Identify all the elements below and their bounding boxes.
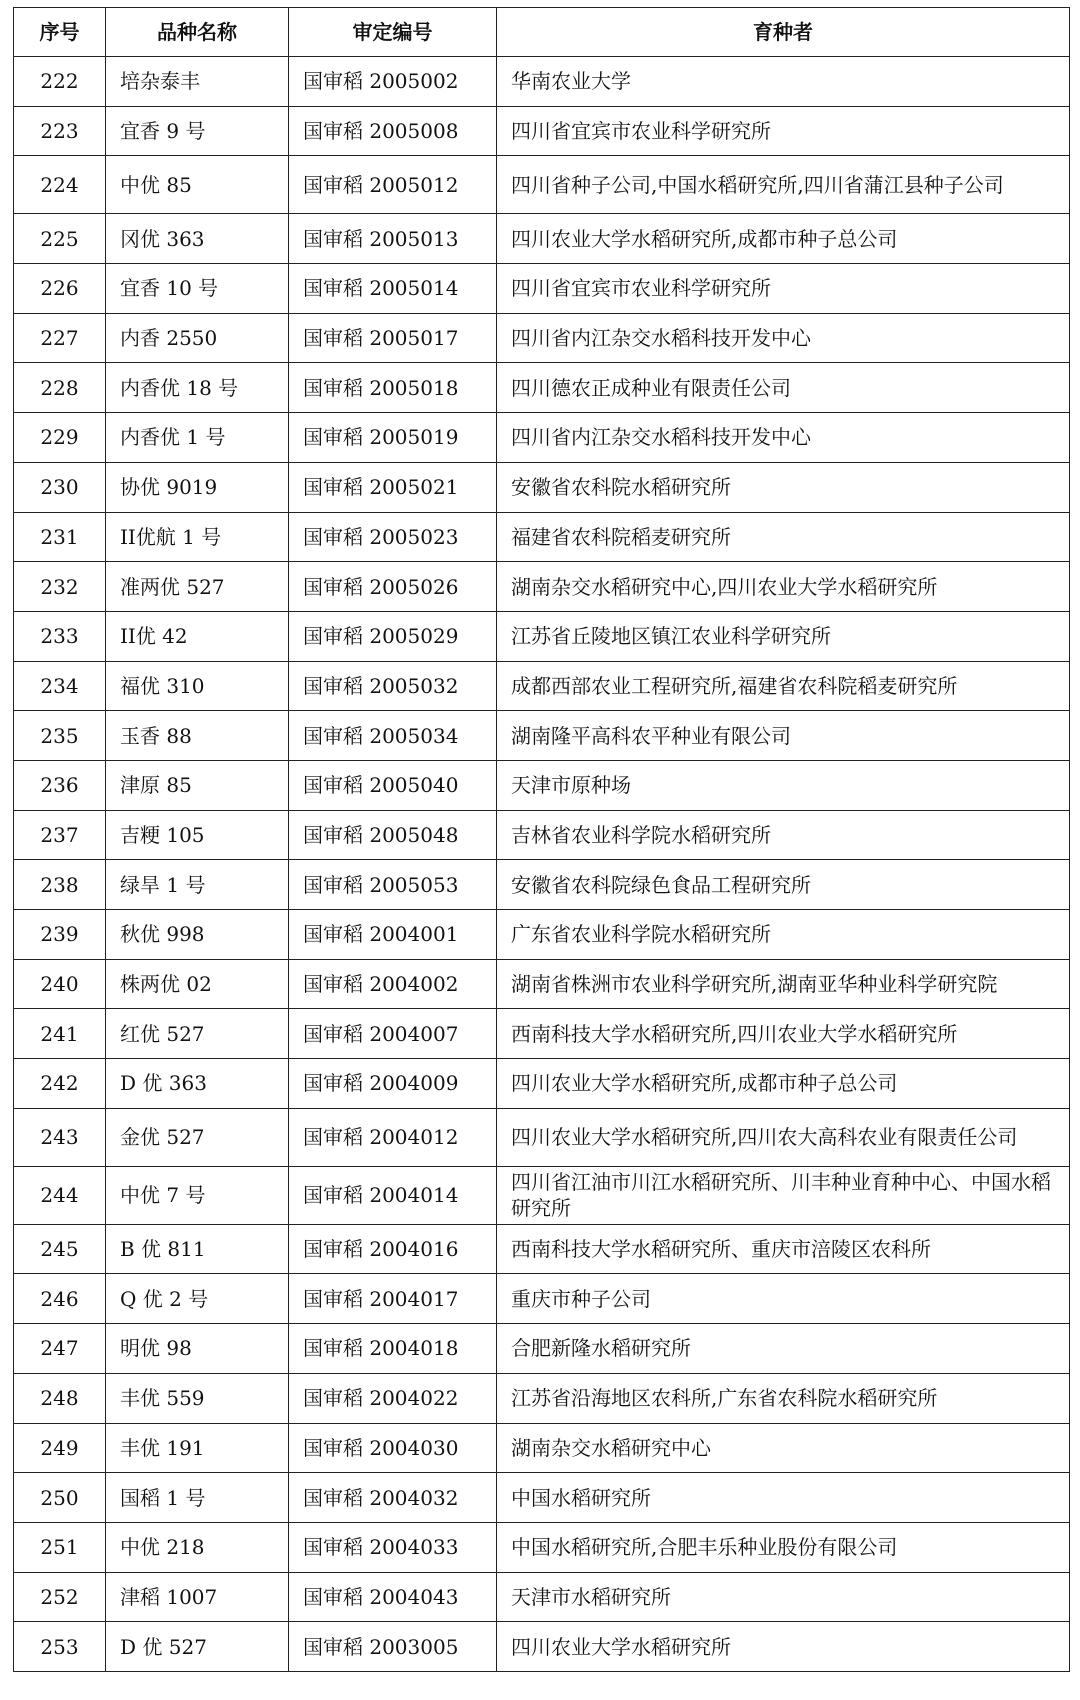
serial-number-cell: 237 [14, 810, 106, 860]
serial-number-cell: 250 [14, 1473, 106, 1523]
approval-number-cell: 国审稻 2005018 [289, 363, 497, 413]
breeder-cell: 湖南省株洲市农业科学研究所,湖南亚华种业科学研究院 [497, 959, 1070, 1009]
header-breeder: 育种者 [497, 8, 1070, 57]
serial-number-cell: 224 [14, 156, 106, 214]
table-row [14, 1059, 1070, 1109]
table-row [14, 156, 1070, 214]
variety-name-cell: 冈优 363 [106, 214, 289, 264]
breeder-cell: 四川省宜宾市农业科学研究所 [497, 264, 1070, 314]
table-row [14, 611, 1070, 661]
variety-name-cell: 绿旱 1 号 [106, 860, 289, 910]
table-row [14, 57, 1070, 107]
table-row [14, 1108, 1070, 1166]
variety-name-cell: 株两优 02 [106, 959, 289, 1009]
serial-number-cell: 229 [14, 413, 106, 463]
approval-number-cell: 国审稻 2005012 [289, 156, 497, 214]
variety-name-cell: 津原 85 [106, 760, 289, 810]
table-row [14, 214, 1070, 264]
approval-number-cell: 国审稻 2004043 [289, 1572, 497, 1622]
table-row [14, 462, 1070, 512]
serial-number-cell: 226 [14, 264, 106, 314]
breeder-cell: 福建省农科院稻麦研究所 [497, 512, 1070, 562]
table-row [14, 413, 1070, 463]
variety-name-cell: 协优 9019 [106, 462, 289, 512]
table-row [14, 760, 1070, 810]
breeder-cell: 华南农业大学 [497, 57, 1070, 107]
breeder-cell: 安徽省农科院绿色食品工程研究所 [497, 860, 1070, 910]
breeder-cell: 吉林省农业科学院水稻研究所 [497, 810, 1070, 860]
table-row [14, 1324, 1070, 1374]
breeder-cell: 中国水稻研究所,合肥丰乐种业股份有限公司 [497, 1522, 1070, 1572]
approval-number-cell: 国审稻 2005029 [289, 611, 497, 661]
table-row [14, 264, 1070, 314]
serial-number-cell: 228 [14, 363, 106, 413]
breeder-cell: 中国水稻研究所 [497, 1473, 1070, 1523]
approval-number-cell: 国审稻 2005040 [289, 760, 497, 810]
variety-name-cell: 明优 98 [106, 1324, 289, 1374]
approval-number-cell: 国审稻 2004002 [289, 959, 497, 1009]
table-row [14, 1373, 1070, 1423]
variety-name-cell: 红优 527 [106, 1009, 289, 1059]
serial-number-cell: 248 [14, 1373, 106, 1423]
variety-name-cell: 丰优 559 [106, 1373, 289, 1423]
approval-number-cell: 国审稻 2005019 [289, 413, 497, 463]
breeder-cell: 合肥新隆水稻研究所 [497, 1324, 1070, 1374]
variety-name-cell: 宜香 9 号 [106, 106, 289, 156]
serial-number-cell: 249 [14, 1423, 106, 1473]
approval-number-cell: 国审稻 2004016 [289, 1224, 497, 1274]
approval-number-cell: 国审稻 2005017 [289, 313, 497, 363]
variety-name-cell: 丰优 191 [106, 1423, 289, 1473]
approval-number-cell: 国审稻 2004032 [289, 1473, 497, 1523]
approval-number-cell: 国审稻 2005032 [289, 661, 497, 711]
serial-number-cell: 223 [14, 106, 106, 156]
approval-number-cell: 国审稻 2004022 [289, 1373, 497, 1423]
serial-number-cell: 227 [14, 313, 106, 363]
breeder-cell: 四川省种子公司,中国水稻研究所,四川省蒲江县种子公司 [497, 156, 1070, 214]
serial-number-cell: 231 [14, 512, 106, 562]
serial-number-cell: 234 [14, 661, 106, 711]
table-row [14, 1522, 1070, 1572]
variety-name-cell: 内香优 1 号 [106, 413, 289, 463]
breeder-cell: 四川农业大学水稻研究所,成都市种子总公司 [497, 214, 1070, 264]
serial-number-cell: 241 [14, 1009, 106, 1059]
breeder-cell: 安徽省农科院水稻研究所 [497, 462, 1070, 512]
table-body [14, 57, 1070, 1672]
approval-number-cell: 国审稻 2004009 [289, 1059, 497, 1109]
breeder-cell: 湖南杂交水稻研究中心,四川农业大学水稻研究所 [497, 562, 1070, 612]
variety-name-cell: 准两优 527 [106, 562, 289, 612]
table-header-row [14, 8, 1070, 57]
breeder-cell: 湖南杂交水稻研究中心 [497, 1423, 1070, 1473]
approval-number-cell: 国审稻 2005026 [289, 562, 497, 612]
breeder-cell: 西南科技大学水稻研究所、重庆市涪陵区农科所 [497, 1224, 1070, 1274]
table-row [14, 1009, 1070, 1059]
header-approval-number: 审定编号 [289, 8, 497, 57]
header-serial-number: 序号 [14, 8, 106, 57]
breeder-cell: 四川省内江杂交水稻科技开发中心 [497, 313, 1070, 363]
breeder-cell: 四川农业大学水稻研究所,成都市种子总公司 [497, 1059, 1070, 1109]
approval-number-cell: 国审稻 2005023 [289, 512, 497, 562]
approval-number-cell: 国审稻 2004018 [289, 1324, 497, 1374]
table-row [14, 363, 1070, 413]
approval-number-cell: 国审稻 2004030 [289, 1423, 497, 1473]
approval-number-cell: 国审稻 2005013 [289, 214, 497, 264]
serial-number-cell: 251 [14, 1522, 106, 1572]
variety-name-cell: Q 优 2 号 [106, 1274, 289, 1324]
serial-number-cell: 245 [14, 1224, 106, 1274]
variety-name-cell: 中优 218 [106, 1522, 289, 1572]
variety-name-cell: 内香优 18 号 [106, 363, 289, 413]
table-row [14, 106, 1070, 156]
table-row [14, 661, 1070, 711]
approval-number-cell: 国审稻 2004014 [289, 1166, 497, 1224]
breeder-cell: 四川省宜宾市农业科学研究所 [497, 106, 1070, 156]
table-row [14, 810, 1070, 860]
approval-number-cell: 国审稻 2005048 [289, 810, 497, 860]
variety-name-cell: 内香 2550 [106, 313, 289, 363]
serial-number-cell: 243 [14, 1108, 106, 1166]
breeder-cell: 四川农业大学水稻研究所 [497, 1622, 1070, 1672]
serial-number-cell: 247 [14, 1324, 106, 1374]
serial-number-cell: 253 [14, 1622, 106, 1672]
table-row [14, 959, 1070, 1009]
variety-name-cell: B 优 811 [106, 1224, 289, 1274]
variety-name-cell: II优航 1 号 [106, 512, 289, 562]
approval-number-cell: 国审稻 2005053 [289, 860, 497, 910]
table-row [14, 1572, 1070, 1622]
variety-name-cell: 金优 527 [106, 1108, 289, 1166]
serial-number-cell: 244 [14, 1166, 106, 1224]
approval-number-cell: 国审稻 2003005 [289, 1622, 497, 1672]
variety-name-cell: D 优 363 [106, 1059, 289, 1109]
variety-name-cell: D 优 527 [106, 1622, 289, 1672]
table-row [14, 860, 1070, 910]
variety-name-cell: 宜香 10 号 [106, 264, 289, 314]
serial-number-cell: 236 [14, 760, 106, 810]
approval-number-cell: 国审稻 2005014 [289, 264, 497, 314]
approval-number-cell: 国审稻 2004033 [289, 1522, 497, 1572]
breeder-cell: 重庆市种子公司 [497, 1274, 1070, 1324]
breeder-cell: 四川省江油市川江水稻研究所、川丰种业育种中心、中国水稻研究所 [497, 1166, 1070, 1224]
variety-name-cell: 国稻 1 号 [106, 1473, 289, 1523]
approval-number-cell: 国审稻 2004001 [289, 910, 497, 960]
breeder-cell: 四川农业大学水稻研究所,四川农大高科农业有限责任公司 [497, 1108, 1070, 1166]
table-row [14, 1274, 1070, 1324]
variety-name-cell: 中优 7 号 [106, 1166, 289, 1224]
variety-name-cell: 中优 85 [106, 156, 289, 214]
approval-number-cell: 国审稻 2005021 [289, 462, 497, 512]
variety-name-cell: 玉香 88 [106, 711, 289, 761]
variety-name-cell: 秋优 998 [106, 910, 289, 960]
approval-number-cell: 国审稻 2004017 [289, 1274, 497, 1324]
table-row [14, 313, 1070, 363]
breeder-cell: 西南科技大学水稻研究所,四川农业大学水稻研究所 [497, 1009, 1070, 1059]
approval-number-cell: 国审稻 2005034 [289, 711, 497, 761]
serial-number-cell: 239 [14, 910, 106, 960]
table-row [14, 562, 1070, 612]
breeder-cell: 江苏省丘陵地区镇江农业科学研究所 [497, 611, 1070, 661]
header-variety-name: 品种名称 [106, 8, 289, 57]
table-row [14, 711, 1070, 761]
approval-number-cell: 国审稻 2005008 [289, 106, 497, 156]
table-row [14, 910, 1070, 960]
variety-name-cell: 吉粳 105 [106, 810, 289, 860]
breeder-cell: 广东省农业科学院水稻研究所 [497, 910, 1070, 960]
variety-name-cell: 培杂泰丰 [106, 57, 289, 107]
approval-number-cell: 国审稻 2005002 [289, 57, 497, 107]
table-row [14, 1423, 1070, 1473]
variety-name-cell: 津稻 1007 [106, 1572, 289, 1622]
serial-number-cell: 242 [14, 1059, 106, 1109]
variety-name-cell: 福优 310 [106, 661, 289, 711]
breeder-cell: 江苏省沿海地区农科所,广东省农科院水稻研究所 [497, 1373, 1070, 1423]
serial-number-cell: 240 [14, 959, 106, 1009]
serial-number-cell: 235 [14, 711, 106, 761]
serial-number-cell: 232 [14, 562, 106, 612]
breeder-cell: 天津市水稻研究所 [497, 1572, 1070, 1622]
table-row [14, 1473, 1070, 1523]
breeder-cell: 四川省内江杂交水稻科技开发中心 [497, 413, 1070, 463]
table-row [14, 512, 1070, 562]
serial-number-cell: 233 [14, 611, 106, 661]
serial-number-cell: 238 [14, 860, 106, 910]
table-row [14, 1622, 1070, 1672]
approval-number-cell: 国审稻 2004007 [289, 1009, 497, 1059]
variety-registry-sheet [13, 7, 1070, 1672]
breeder-cell: 天津市原种场 [497, 760, 1070, 810]
serial-number-cell: 222 [14, 57, 106, 107]
variety-table [13, 7, 1070, 1672]
serial-number-cell: 252 [14, 1572, 106, 1622]
breeder-cell: 湖南隆平高科农平种业有限公司 [497, 711, 1070, 761]
variety-name-cell: II优 42 [106, 611, 289, 661]
table-row [14, 1224, 1070, 1274]
table-row [14, 1166, 1070, 1224]
breeder-cell: 成都西部农业工程研究所,福建省农科院稻麦研究所 [497, 661, 1070, 711]
approval-number-cell: 国审稻 2004012 [289, 1108, 497, 1166]
serial-number-cell: 246 [14, 1274, 106, 1324]
serial-number-cell: 230 [14, 462, 106, 512]
serial-number-cell: 225 [14, 214, 106, 264]
breeder-cell: 四川德农正成种业有限责任公司 [497, 363, 1070, 413]
